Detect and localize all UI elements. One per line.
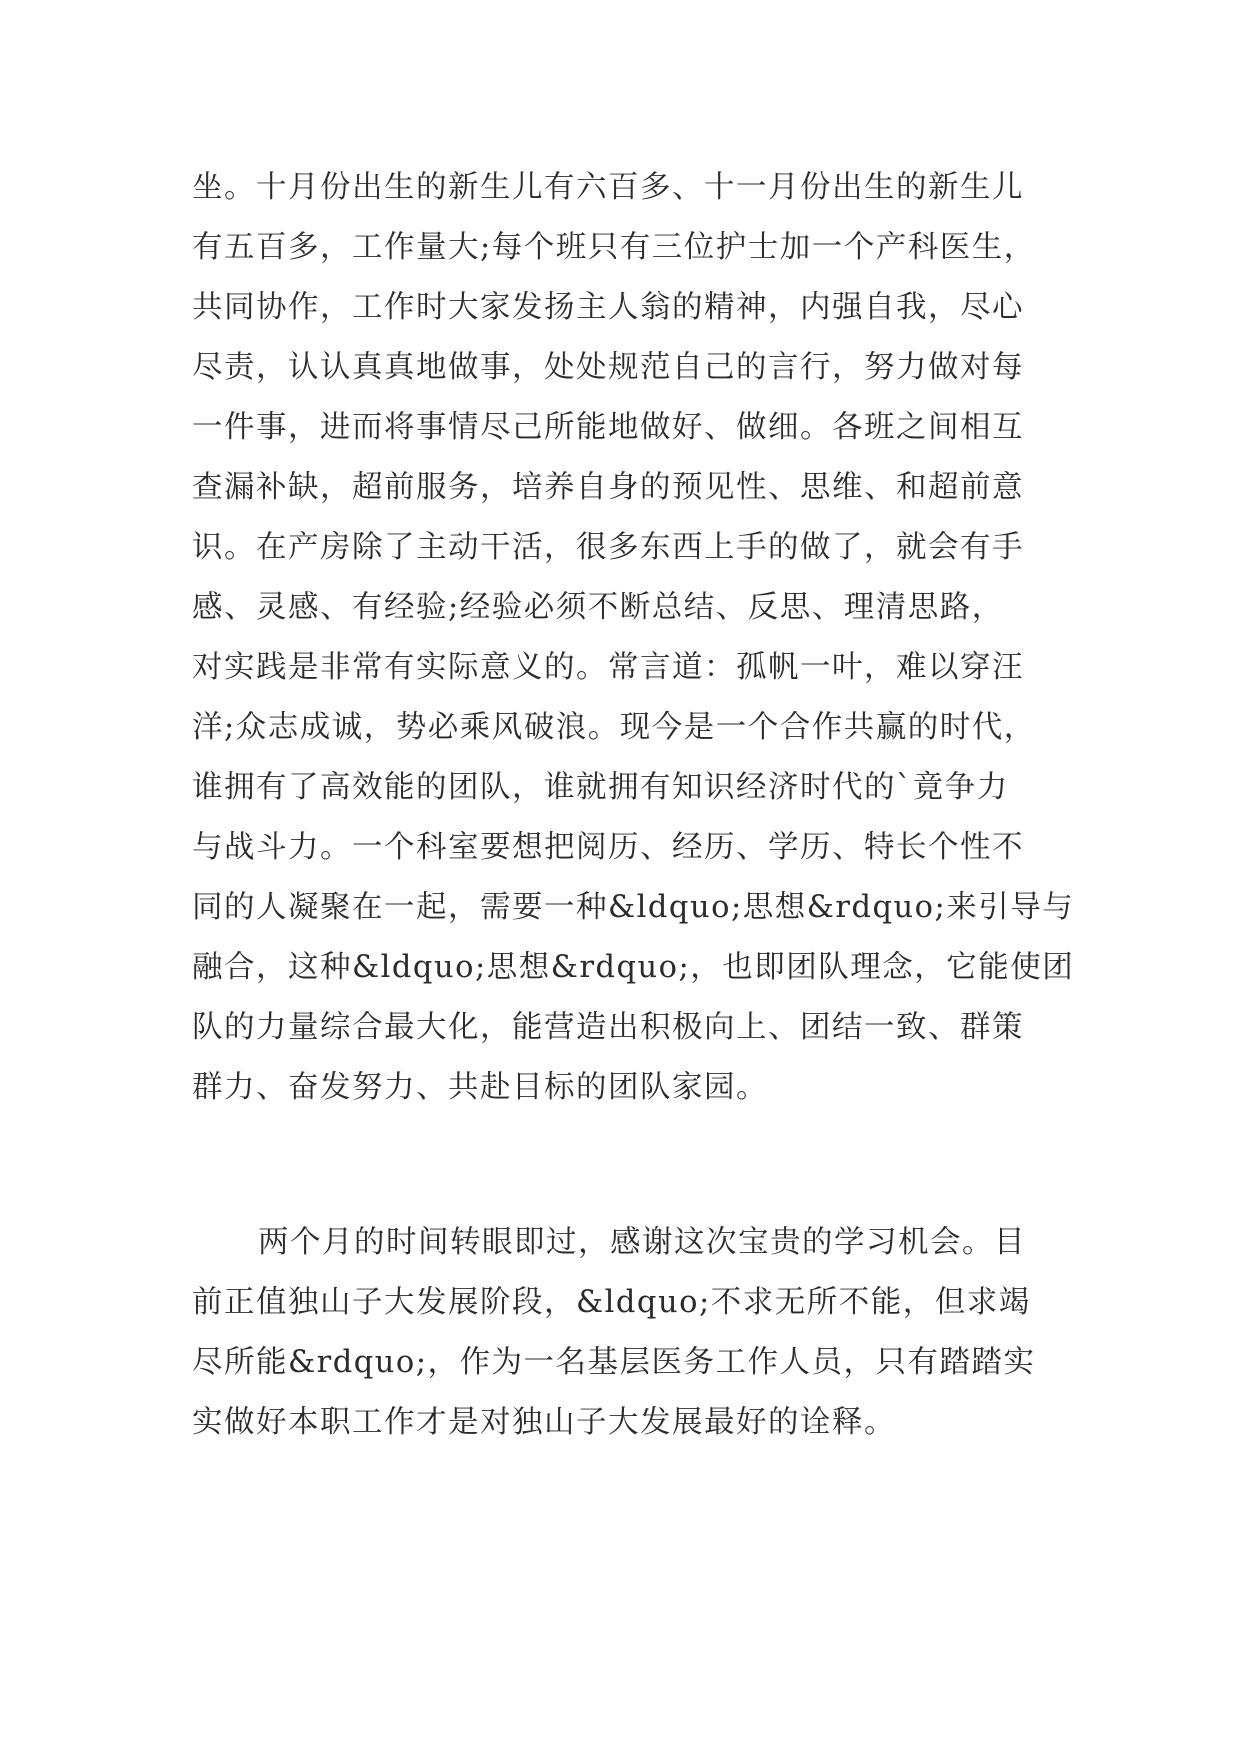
paragraph-line: 对实践是非常有实际意义的。常言道：孤帆一叶，难以穿汪 (192, 650, 1024, 685)
paragraph-line: 洋;众志成诚，势必乘风破浪。现今是一个合作共赢的时代， (192, 710, 1036, 745)
paragraph-line: 群力、奋发努力、共赴目标的团队家园。 (192, 1070, 768, 1105)
body-paragraph-2 (192, 1213, 1072, 1453)
paragraph-line: 感、灵感、有经验;经验必须不断总结、反思、理清思路， (192, 590, 1004, 625)
paragraph-line: 谁拥有了高效能的团队，谁就拥有知识经济时代的`竟争力 (192, 770, 1009, 805)
paragraph-line: 坐。十月份出生的新生儿有六百多、十一月份出生的新生儿 (192, 170, 1024, 205)
paragraph-line: 查漏补缺，超前服务，培养自身的预见性、思维、和超前意 (192, 470, 1024, 505)
paragraph-line: 融合，这种&ldquo;思想&rdquo;，也即团队理念，它能使团 (192, 950, 1075, 985)
paragraph-line: 与战斗力。一个科室要想把阅历、经历、学历、特长个性不 (192, 830, 1024, 865)
paragraph-line: 识。在产房除了主动干活，很多东西上手的做了，就会有手 (192, 530, 1024, 565)
paragraph-line: 一件事，进而将事情尽己所能地做好、做细。各班之间相互 (192, 410, 1024, 445)
paragraph-line: 有五百多，工作量大;每个班只有三位护士加一个产科医生， (192, 230, 1036, 265)
paragraph-line: 尽责，认认真真地做事，处处规范自己的言行，努力做对每 (192, 350, 1024, 385)
paragraph-line: 共同协作，工作时大家发扬主人翁的精神，内强自我，尽心 (192, 290, 1024, 325)
paragraph-line: 尽所能&rdquo;，作为一名基层医务工作人员，只有踏踏实 (192, 1345, 1036, 1380)
paragraph-line: 前正值独山子大发展阶段，&ldquo;不求无所不能，但求竭 (192, 1285, 1031, 1320)
paragraph-line: 队的力量综合最大化，能营造出积极向上、团结一致、群策 (192, 1010, 1024, 1045)
paragraph-line: 实做好本职工作才是对独山子大发展最好的诠释。 (192, 1405, 896, 1440)
paragraph-line: 同的人凝聚在一起，需要一种&ldquo;思想&rdquo;来引导与 (192, 890, 1075, 925)
body-paragraph-1 (192, 158, 1075, 1118)
paragraph-line: 两个月的时间转眼即过，感谢这次宝贵的学习机会。目 (258, 1225, 1026, 1260)
